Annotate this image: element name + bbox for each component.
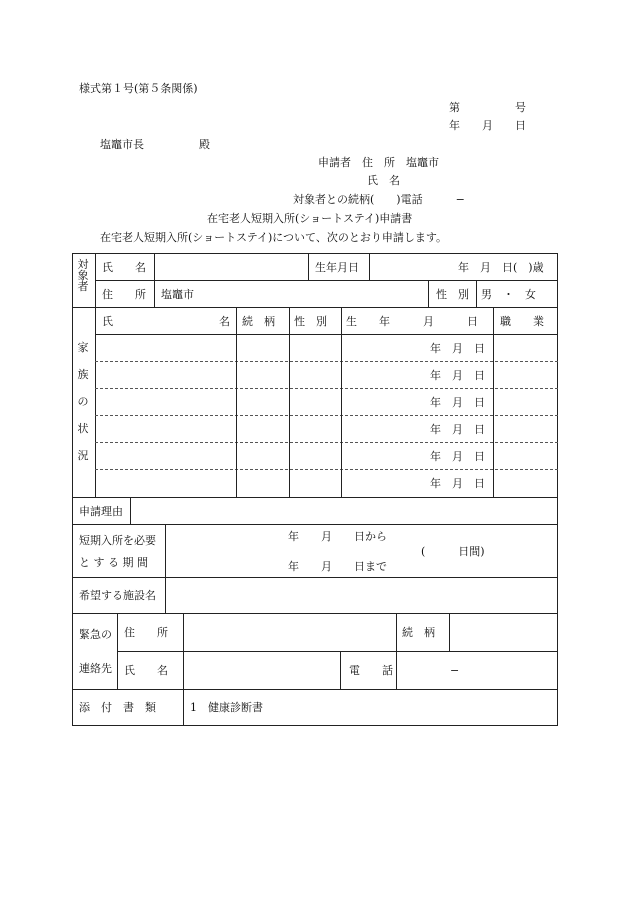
family-row-date: 年 月 日	[430, 450, 485, 463]
applicant-relation-phone: 対象者との続柄( )電話 −	[293, 193, 465, 206]
emergency-phone-value: −	[450, 664, 460, 677]
col-divider	[117, 613, 118, 689]
attachments-value: 1 健康診断書	[190, 701, 263, 714]
emergency-label-line2: 連絡先	[79, 662, 112, 675]
row-divider	[95, 388, 558, 389]
period-days: ( 日間)	[421, 545, 485, 558]
period-label-line2: と す る 期 間	[79, 556, 148, 569]
col-divider	[236, 307, 237, 497]
document-date: 年 月 日	[449, 119, 526, 132]
row-divider	[95, 361, 558, 362]
col-divider	[165, 524, 166, 613]
col-divider	[493, 307, 494, 497]
row-divider	[95, 415, 558, 416]
row-divider	[95, 442, 558, 443]
family-row-date: 年 月 日	[430, 423, 485, 436]
col-divider	[449, 613, 450, 651]
subject-sex-label: 性 別	[436, 288, 469, 301]
period-to: 年 月 日まで	[288, 560, 387, 573]
subject-birth-value: 年 月 日( )歳	[458, 261, 544, 274]
subject-birth-label: 生年月日	[315, 261, 359, 274]
subject-address-label: 住 所	[102, 288, 146, 301]
row-divider	[95, 280, 558, 281]
row-divider	[72, 497, 558, 498]
document-title: 在宅老人短期入所(ショートステイ)申請書	[207, 212, 413, 225]
row-divider	[72, 524, 558, 525]
col-divider	[183, 613, 184, 726]
family-row-date: 年 月 日	[430, 342, 485, 355]
col-divider	[396, 613, 397, 651]
attachments-label: 添 付 書 類	[79, 701, 156, 714]
form-number: 様式第１号(第５条関係)	[79, 82, 198, 95]
col-divider	[476, 280, 477, 307]
family-col-birth: 生 年 月 日	[346, 315, 478, 328]
subject-sex-value: 男 ・ 女	[481, 288, 536, 301]
period-label-line1: 短期入所を必要	[79, 534, 156, 547]
subject-address-value: 塩竈市	[161, 288, 194, 301]
emergency-relation-label: 続 柄	[402, 626, 435, 639]
row-divider	[95, 469, 558, 470]
applicant-name: 氏 名	[367, 174, 400, 187]
subject-name-label: 氏 名	[102, 261, 146, 274]
family-row-date: 年 月 日	[430, 396, 485, 409]
subject-section-label: 対象者	[77, 258, 89, 293]
row-divider	[72, 307, 558, 308]
col-divider	[289, 307, 290, 497]
row-divider	[72, 689, 558, 690]
family-col-job: 職 業	[500, 315, 544, 328]
facility-label: 希望する施設名	[79, 589, 156, 602]
col-divider	[95, 253, 96, 497]
col-divider	[154, 253, 155, 307]
family-col-name-right: 名	[219, 315, 230, 328]
col-divider	[341, 307, 342, 497]
col-divider	[308, 253, 309, 280]
document-number: 第 号	[449, 101, 526, 114]
col-divider	[340, 651, 341, 689]
family-col-relation: 続 柄	[242, 315, 275, 328]
intro-text: 在宅老人短期入所(ショートステイ)について、次のとおり申請します。	[100, 231, 447, 244]
family-row-date: 年 月 日	[430, 369, 485, 382]
emergency-address-label: 住 所	[124, 626, 168, 639]
emergency-phone-label: 電 話	[349, 664, 393, 677]
row-divider	[95, 334, 558, 335]
row-divider	[72, 577, 558, 578]
family-row-date: 年 月 日	[430, 477, 485, 490]
emergency-name-label: 氏 名	[124, 664, 168, 677]
period-from: 年 月 日から	[288, 530, 387, 543]
row-divider	[72, 613, 558, 614]
family-col-sex: 性 別	[294, 315, 327, 328]
col-divider	[369, 253, 370, 280]
col-divider	[396, 651, 397, 689]
family-col-name-left: 氏	[102, 315, 113, 328]
col-divider	[130, 497, 131, 524]
emergency-label-line1: 緊急の	[79, 628, 112, 641]
reason-label: 申請理由	[79, 505, 123, 518]
family-section-label: 家族の状況	[77, 341, 89, 462]
applicant-address: 申請者 住 所 塩竈市	[318, 156, 439, 169]
addressee: 塩竈市長 殿	[100, 138, 210, 151]
col-divider	[428, 280, 429, 307]
